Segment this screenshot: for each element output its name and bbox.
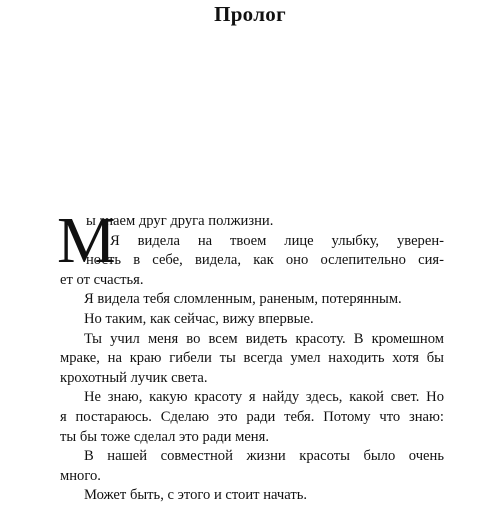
chapter-body (57, 204, 444, 506)
text-line: ы знаем друг друга полжизни. (86, 213, 274, 229)
text-line: я постараюсь. Сделаю это ради тебя. Потому что знаю: (60, 408, 444, 425)
chapter-title: Пролог (214, 2, 286, 26)
text-line: Может быть, с этого и стоит начать. (84, 487, 308, 504)
text-line: Но таким, как сейчас, вижу впервые. (84, 310, 314, 327)
text-line: крохотный лучик света. (60, 369, 208, 386)
text-line: ет от счастья. (60, 271, 144, 288)
text-line: много. (60, 467, 101, 484)
text-line: Я видела тебя сломленным, раненым, потерянным. (84, 291, 402, 308)
text-line: ты бы тоже сделал это ради меня. (60, 428, 269, 445)
text-line: мраке, на краю гибели ты всегда умел находить хотя бы (60, 350, 444, 367)
text-line: Я видела на твоем лице улыбку, уверен- (110, 232, 444, 249)
text-line: Ты учил меня во всем видеть красоту. В кромешном (84, 330, 444, 347)
drop-cap-letter: М (57, 204, 116, 277)
text-line: В нашей совместной жизни красоты было очень (84, 448, 444, 465)
text-line: Не знаю, какую красоту я найду здесь, какой свет. Но (84, 389, 444, 406)
text-line: ность в себе, видела, как оно ослепительно сия- (86, 252, 444, 269)
